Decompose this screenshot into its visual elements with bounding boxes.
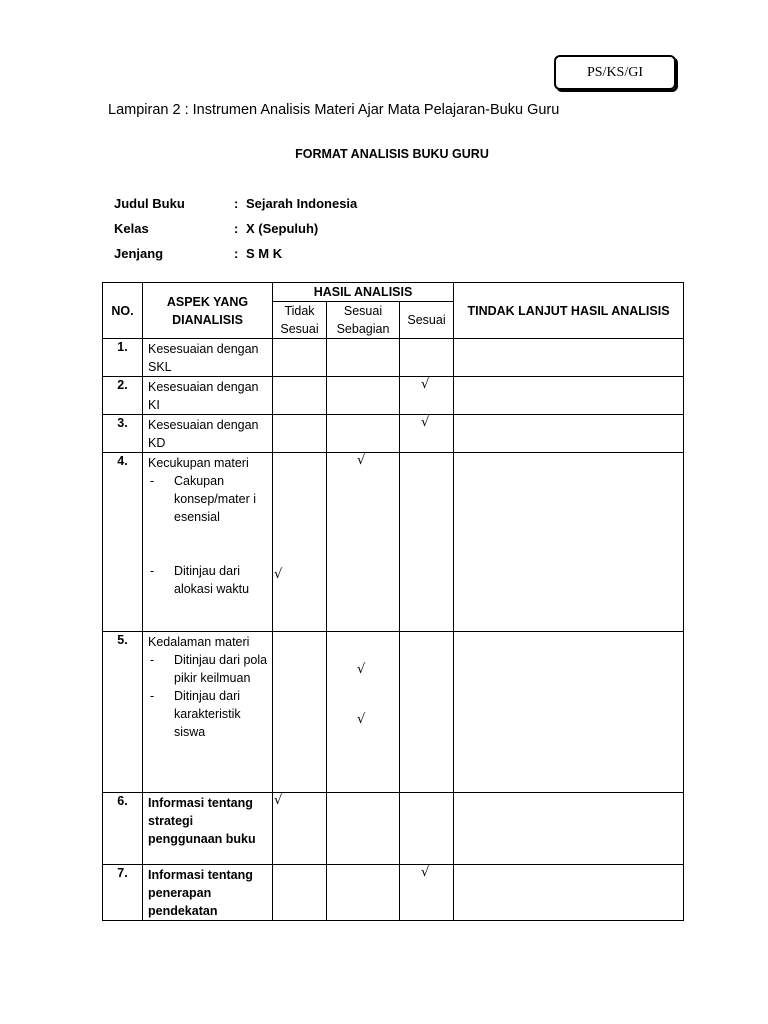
lampiran-caption: Lampiran 2 : Instrumen Analisis Materi Ajar Mata Pelajaran-Buku Guru — [108, 102, 560, 118]
cell-tindak-lanjut — [454, 793, 684, 865]
aspek-heading: Kecukupan materi — [148, 456, 249, 470]
cell-tindak-lanjut — [454, 632, 684, 793]
cell-sesuai — [400, 865, 454, 921]
meta-separator: : — [234, 221, 239, 236]
row-number: 1. — [103, 339, 143, 377]
sub-item-text: Cakupan konsep/mater i esensial — [174, 474, 256, 524]
row-number: 6. — [103, 793, 143, 865]
check-mark-icon: √ — [357, 662, 366, 677]
cell-tindak-lanjut — [454, 865, 684, 921]
cell-sesuai-sebagian — [327, 632, 400, 793]
row-number: 2. — [103, 377, 143, 415]
cell-sesuai — [400, 377, 454, 415]
row-aspek: Informasi tentang penerapan pendekatan — [143, 865, 273, 921]
document-title: FORMAT ANALISIS BUKU GURU — [295, 147, 489, 161]
cell-sesuai-sebagian — [327, 339, 400, 377]
aspek-heading: Kedalaman materi — [148, 635, 250, 649]
cell-sesuai — [400, 453, 454, 632]
sub-item-text: Ditinjau dari pola pikir keilmuan — [174, 653, 268, 685]
row-number: 3. — [103, 415, 143, 453]
cell-tidak-sesuai — [273, 632, 327, 793]
cell-sesuai-sebagian — [327, 793, 400, 865]
cell-tindak-lanjut — [454, 377, 684, 415]
header-no: NO. — [103, 283, 143, 339]
document-code-box — [554, 55, 676, 90]
table-row — [103, 632, 684, 793]
row-aspek: Kesesuaian dengan SKL — [143, 339, 273, 377]
cell-sesuai — [400, 415, 454, 453]
meta-value: S M K — [246, 246, 283, 261]
bullet-dash: - — [150, 653, 155, 667]
meta-separator: : — [234, 196, 239, 211]
sub-item — [148, 687, 268, 741]
meta-label: Jenjang — [114, 246, 164, 261]
header-sesuai-sebagian: Sesuai Sebagian — [327, 302, 400, 339]
check-mark-icon: √ — [421, 415, 430, 430]
cell-tidak-sesuai — [273, 453, 327, 632]
row-aspek: Kesesuaian dengan KD — [143, 415, 273, 453]
table-row — [103, 865, 684, 921]
table-row — [103, 339, 684, 377]
check-mark-icon: √ — [274, 793, 283, 808]
cell-tindak-lanjut — [454, 339, 684, 377]
cell-sesuai-sebagian — [327, 865, 400, 921]
cell-sesuai-sebagian — [327, 377, 400, 415]
analysis-table — [102, 282, 684, 921]
cell-tidak-sesuai — [273, 865, 327, 921]
sub-item — [148, 472, 268, 526]
check-mark-icon: √ — [357, 712, 366, 727]
header-aspek: ASPEK YANG DIANALISIS — [143, 283, 273, 339]
meta-judul-buku — [114, 196, 357, 211]
cell-sesuai-sebagian — [327, 415, 400, 453]
sub-item-text: Ditinjau dari karakteristik siswa — [174, 689, 241, 739]
header-sesuai: Sesuai — [400, 302, 454, 339]
table-header-row — [103, 283, 684, 302]
cell-tindak-lanjut — [454, 453, 684, 632]
meta-value: Sejarah Indonesia — [246, 196, 358, 211]
table-row — [103, 793, 684, 865]
meta-separator: : — [234, 246, 239, 261]
sub-item-text: Ditinjau dari alokasi waktu — [174, 564, 250, 596]
cell-tidak-sesuai — [273, 377, 327, 415]
meta-kelas — [114, 221, 318, 236]
bullet-dash: - — [150, 689, 155, 703]
bullet-dash: - — [150, 564, 155, 578]
document-code: PS/KS/GI — [586, 64, 644, 80]
bullet-dash: - — [150, 474, 155, 488]
table-row — [103, 453, 684, 632]
cell-tidak-sesuai — [273, 415, 327, 453]
row-aspek: Informasi tentang strategi penggunaan buku — [143, 793, 273, 865]
row-number: 4. — [103, 453, 143, 632]
cell-sesuai-sebagian — [327, 453, 400, 632]
check-mark-icon: √ — [357, 453, 366, 468]
check-mark-icon: √ — [274, 567, 283, 582]
header-hasil-analisis: HASIL ANALISIS — [273, 283, 454, 302]
row-aspek: Kesesuaian dengan KI — [143, 377, 273, 415]
cell-sesuai — [400, 793, 454, 865]
cell-sesuai — [400, 339, 454, 377]
cell-tindak-lanjut — [454, 415, 684, 453]
row-number: 5. — [103, 632, 143, 793]
header-tindak-lanjut: TINDAK LANJUT HASIL ANALISIS — [454, 283, 684, 339]
table-row — [103, 377, 684, 415]
meta-jenjang — [114, 246, 282, 261]
cell-tidak-sesuai — [273, 793, 327, 865]
sub-item — [148, 562, 268, 598]
cell-tidak-sesuai — [273, 339, 327, 377]
meta-value: X (Sepuluh) — [246, 221, 319, 236]
sub-item — [148, 651, 268, 687]
cell-sesuai — [400, 632, 454, 793]
meta-label: Judul Buku — [114, 196, 185, 211]
header-tidak-sesuai: Tidak Sesuai — [273, 302, 327, 339]
check-mark-icon: √ — [421, 865, 430, 880]
table-row — [103, 415, 684, 453]
row-aspek — [143, 453, 273, 632]
check-mark-icon: √ — [421, 377, 430, 392]
row-number: 7. — [103, 865, 143, 921]
meta-label: Kelas — [114, 221, 149, 236]
row-aspek — [143, 632, 273, 793]
